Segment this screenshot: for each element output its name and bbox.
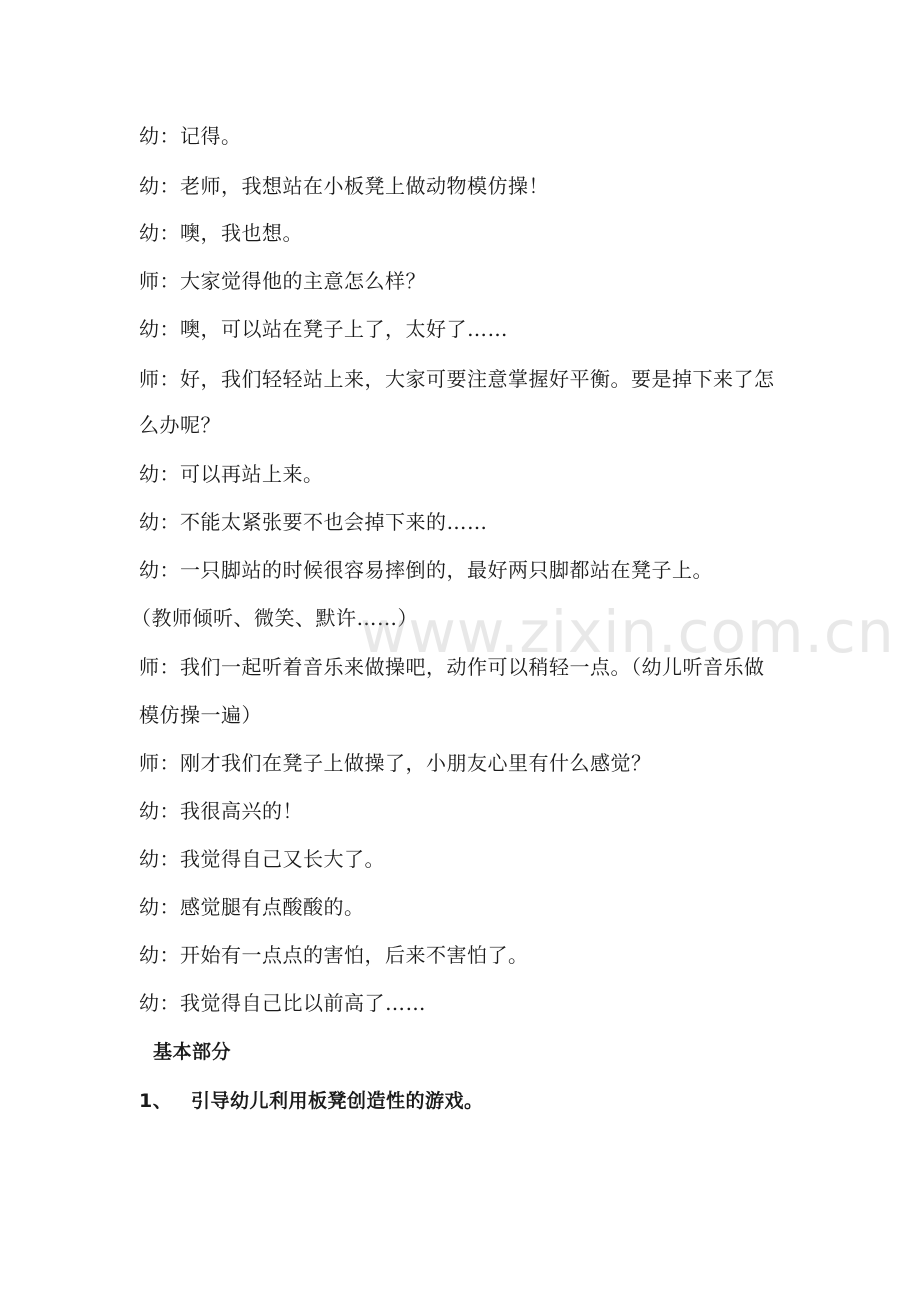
dialogue-line: 师：好，我们轻轻站上来，大家可要注意掌握好平衡。要是掉下来了怎 — [139, 367, 775, 391]
dialogue-line: 幼：老师，我想站在小板凳上做动物模仿操！ — [139, 174, 549, 198]
dialogue-line: 幼：噢，我也想。 — [139, 221, 303, 245]
dialogue-line: 幼：记得。 — [139, 124, 242, 148]
dialogue-line: 师：我们一起听着音乐来做操吧，动作可以稍轻一点。（幼儿听音乐做 — [139, 655, 765, 679]
dialogue-line: 幼：我觉得自己比以前高了…… — [139, 991, 426, 1015]
list-item-text: 引导幼儿利用板凳创造性的游戏。 — [191, 1090, 484, 1112]
section-heading: 基本部分 — [153, 1041, 232, 1063]
dialogue-line: 幼：噢，可以站在凳子上了，太好了…… — [139, 317, 508, 341]
list-item-number: 1、 — [139, 1090, 173, 1112]
dialogue-line-continuation: 模仿操一遍） — [139, 703, 262, 727]
stage-direction: （教师倾听、微笑、默许……） — [131, 606, 418, 630]
dialogue-line: 幼：我觉得自己又长大了。 — [139, 847, 385, 871]
watermark: www.zixin.com.cn — [360, 598, 895, 666]
dialogue-line: 幼：可以再站上来。 — [139, 462, 324, 486]
dialogue-line: 师：大家觉得他的主意怎么样？ — [139, 269, 426, 293]
dialogue-line-continuation: 么办呢？ — [139, 413, 221, 437]
dialogue-line: 师：刚才我们在凳子上做操了，小朋友心里有什么感觉？ — [139, 751, 652, 775]
dialogue-line: 幼：感觉腿有点酸酸的。 — [139, 895, 365, 919]
dialogue-line: 幼：一只脚站的时候很容易摔倒的，最好两只脚都站在凳子上。 — [139, 558, 713, 582]
dialogue-line: 幼：我很高兴的！ — [139, 799, 303, 823]
dialogue-line: 幼：不能太紧张要不也会掉下来的…… — [139, 510, 488, 534]
list-item — [139, 1087, 799, 1115]
dialogue-line: 幼：开始有一点点的害怕，后来不害怕了。 — [139, 943, 529, 967]
